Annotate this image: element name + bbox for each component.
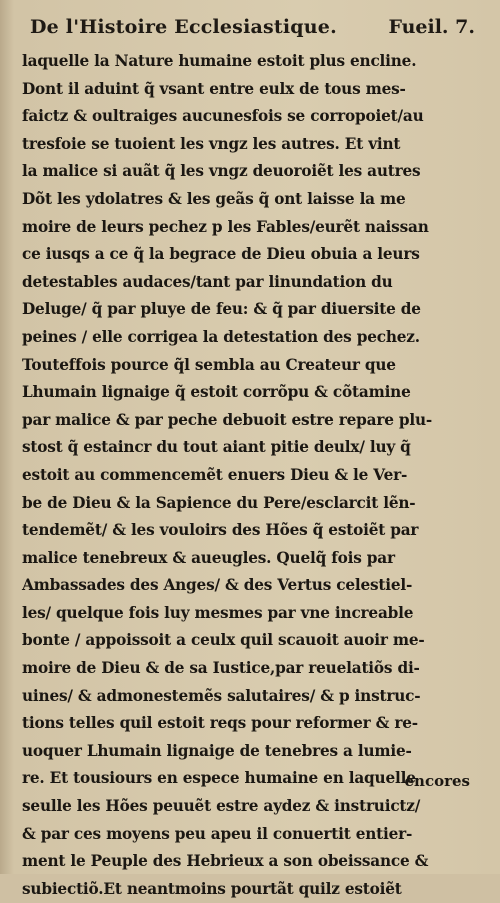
text-line: re. Et tousiours en espece humaine en laquelle — [22, 769, 416, 788]
text-line: moire de leurs pechez p les Fables/eurẽt naissan — [22, 217, 429, 236]
text-line: bonte / appoissoit a ceulx quil scauoit auoir me- — [22, 631, 425, 650]
text-line: peines / elle corrigea la detestation des pechez. — [22, 327, 420, 346]
text-line: faictz & oultraiges aucunesfois se corropoiet/au — [22, 107, 424, 126]
running-head: De l'Histoire Ecclesiastique. — [30, 16, 337, 38]
text-line: tions telles quil estoit reqs pour reformer & re- — [22, 714, 418, 733]
text-line: uines/ & admonestemẽs salutaires/ & p instruc- — [22, 686, 421, 705]
text-line: tendemẽt/ & les vouloirs des Hões q̃ estoiẽt par — [22, 521, 419, 540]
text-line: estoit au commencemẽt enuers Dieu & le Ver- — [22, 465, 408, 484]
text-line: be de Dieu & la Sapience du Pere/esclarcit lẽn- — [22, 493, 416, 512]
text-line: par malice & par peche debuoit estre repare plu- — [22, 410, 433, 429]
text-line: Ambassades des Anges/ & des Vertus celestiel- — [22, 576, 413, 595]
text-line: Deluge/ q̃ par pluye de feu: & q̃ par diuersite de — [22, 300, 421, 319]
text-line: Dõt les ydolatres & les geãs q̃ ont laisse la me — [22, 189, 406, 208]
text-line: uoquer Lhumain lignaige de tenebres a lumie- — [22, 741, 412, 760]
page-header — [30, 12, 475, 44]
text-line: seulle les Hões peuuẽt estre aydez & instruictz/ — [22, 797, 421, 816]
text-line: Touteffois pource q̃l sembla au Createur que — [22, 355, 396, 374]
folio-number: Fueil. 7. — [388, 16, 475, 38]
text-line: detestables audaces/tant par linundation du — [22, 272, 393, 291]
text-line: malice tenebreux & aueugles. Quelq̃ fois par — [22, 548, 395, 567]
text-line: stost q̃ estaincr du tout aiant pitie deulx/ luy q̃ — [22, 438, 411, 457]
text-line: laquelle la Nature humaine estoit plus encline. — [22, 52, 417, 70]
text-line: la malice si auãt q̃ les vngz deuoroiẽt les autres — [22, 162, 421, 181]
text-line: ment le Peuple des Hebrieux a son obeissance & — [22, 852, 429, 871]
text-line: & par ces moyens peu apeu il conuertit entier- — [22, 824, 413, 843]
text-line: ce iusqs a ce q̃ la begrace de Dieu obuia a leurs — [22, 245, 420, 264]
text-line: Dont il aduint q̃ vsant entre eulx de tous mes- — [22, 79, 406, 98]
text-line: Lhumain lignaige q̃ estoit corrõpu & cõtamine — [22, 383, 411, 402]
text-line: subiectiõ.Et neantmoins pourtãt quilz estoiẽt — [22, 879, 402, 898]
text-line: les/ quelque fois luy mesmes par vne increable — [22, 603, 414, 622]
text-line: moire de Dieu & de sa Iustice,par reuelatiõs di- — [22, 659, 420, 678]
catchword: encores — [404, 772, 470, 790]
text-line: tresfoie se tuoient les vngz les autres. Et vint — [22, 134, 401, 153]
